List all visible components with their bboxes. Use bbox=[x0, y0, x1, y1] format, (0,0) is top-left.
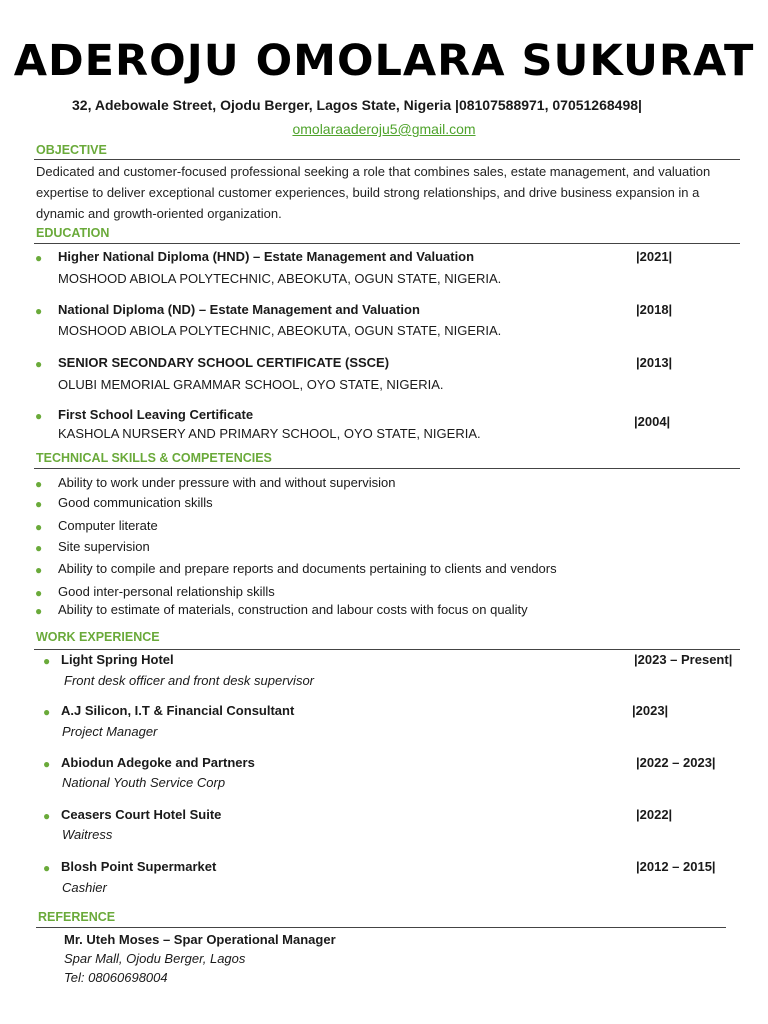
skill-text: Ability to work under pressure with and without supervision bbox=[58, 475, 396, 490]
candidate-name: ADEROJU OMOLARA SUKURAT bbox=[13, 36, 755, 86]
work-year: |2012 – 2015| bbox=[636, 859, 716, 874]
education-year: |2021| bbox=[636, 249, 673, 264]
skill-text: Computer literate bbox=[58, 518, 158, 533]
bullet-icon: ● bbox=[35, 604, 43, 618]
bullet-icon: ● bbox=[35, 304, 43, 318]
education-school: MOSHOOD ABIOLA POLYTECHNIC, ABEOKUTA, OGUN STATE, NIGERIA. bbox=[58, 323, 502, 338]
education-title: Higher National Diploma (HND) – Estate Management and Valuation bbox=[58, 249, 475, 264]
bullet-icon: ● bbox=[35, 520, 43, 534]
skill-text: Ability to compile and prepare reports and documents pertaining to clients and vendors bbox=[58, 561, 557, 576]
education-title: First School Leaving Certificate bbox=[58, 407, 254, 422]
education-year: |2004| bbox=[634, 414, 671, 429]
objective-heading: OBJECTIVE bbox=[36, 143, 107, 157]
work-year: |2023 – Present| bbox=[634, 652, 733, 667]
work-company: A.J Silicon, I.T & Financial Consultant bbox=[61, 703, 295, 718]
bullet-icon: ● bbox=[43, 809, 51, 823]
work-divider bbox=[34, 649, 740, 650]
skill-text: Site supervision bbox=[58, 539, 150, 554]
skills-divider bbox=[34, 468, 740, 469]
education-year: |2018| bbox=[636, 302, 673, 317]
work-heading: WORK EXPERIENCE bbox=[36, 630, 160, 644]
education-school: OLUBI MEMORIAL GRAMMAR SCHOOL, OYO STATE, NIGERIA. bbox=[58, 377, 444, 392]
skill-text: Good inter-personal relationship skills bbox=[58, 584, 275, 599]
contact-address: 32, Adebowale Street, Ojodu Berger, Lagos State, Nigeria |08107588971, 07051268498| bbox=[72, 97, 642, 113]
education-school: KASHOLA NURSERY AND PRIMARY SCHOOL, OYO STATE, NIGERIA. bbox=[58, 426, 481, 441]
work-company: Ceasers Court Hotel Suite bbox=[61, 807, 222, 822]
reference-heading: REFERENCE bbox=[38, 910, 116, 924]
skill-text: Good communication skills bbox=[58, 495, 213, 510]
education-school: MOSHOOD ABIOLA POLYTECHNIC, ABEOKUTA, OGUN STATE, NIGERIA. bbox=[58, 271, 502, 286]
objective-divider bbox=[34, 159, 740, 160]
bullet-icon: ● bbox=[35, 563, 43, 577]
bullet-icon: ● bbox=[35, 497, 43, 511]
bullet-icon: ● bbox=[35, 541, 43, 555]
skills-heading: TECHNICAL SKILLS & COMPETENCIES bbox=[36, 451, 272, 465]
bullet-icon: ● bbox=[43, 654, 51, 668]
bullet-icon: ● bbox=[43, 757, 51, 771]
work-role: Waitress bbox=[62, 827, 113, 842]
bullet-icon: ● bbox=[35, 409, 43, 423]
bullet-icon: ● bbox=[35, 586, 43, 600]
work-role: National Youth Service Corp bbox=[62, 775, 226, 790]
bullet-icon: ● bbox=[43, 861, 51, 875]
education-title: National Diploma (ND) – Estate Management and Valuation bbox=[58, 302, 420, 317]
education-divider bbox=[34, 243, 740, 244]
work-company: Abiodun Adegoke and Partners bbox=[61, 755, 255, 770]
bullet-icon: ● bbox=[35, 251, 43, 265]
work-year: |2023| bbox=[632, 703, 669, 718]
education-year: |2013| bbox=[636, 355, 673, 370]
work-year: |2022| bbox=[636, 807, 673, 822]
work-role: Front desk officer and front desk supervisor bbox=[64, 673, 315, 688]
bullet-icon: ● bbox=[43, 705, 51, 719]
work-role: Project Manager bbox=[62, 724, 158, 739]
education-title: SENIOR SECONDARY SCHOOL CERTIFICATE (SSCE) bbox=[58, 355, 390, 370]
reference-divider bbox=[36, 927, 726, 928]
work-role: Cashier bbox=[62, 880, 107, 895]
objective-text: Dedicated and customer-focused professional seeking a role that combines sales, estate management, and valuation expertise to deliver exceptional customer experiences, build strong relationships, and drive business expansion in a dynamic and growth-oriented organization. bbox=[36, 164, 711, 221]
email-link[interactable]: omolaraaderoju5@gmail.com bbox=[292, 121, 476, 137]
work-company: Blosh Point Supermarket bbox=[61, 859, 217, 874]
bullet-icon: ● bbox=[35, 357, 43, 371]
work-company: Light Spring Hotel bbox=[61, 652, 174, 667]
reference-location: Spar Mall, Ojodu Berger, Lagos bbox=[64, 951, 246, 966]
reference-phone: Tel: 08060698004 bbox=[64, 970, 168, 985]
education-heading: EDUCATION bbox=[36, 226, 110, 240]
reference-name: Mr. Uteh Moses – Spar Operational Manager bbox=[64, 932, 336, 947]
skill-text: Ability to estimate of materials, construction and labour costs with focus on quality bbox=[58, 602, 528, 617]
work-year: |2022 – 2023| bbox=[636, 755, 716, 770]
bullet-icon: ● bbox=[35, 477, 43, 491]
